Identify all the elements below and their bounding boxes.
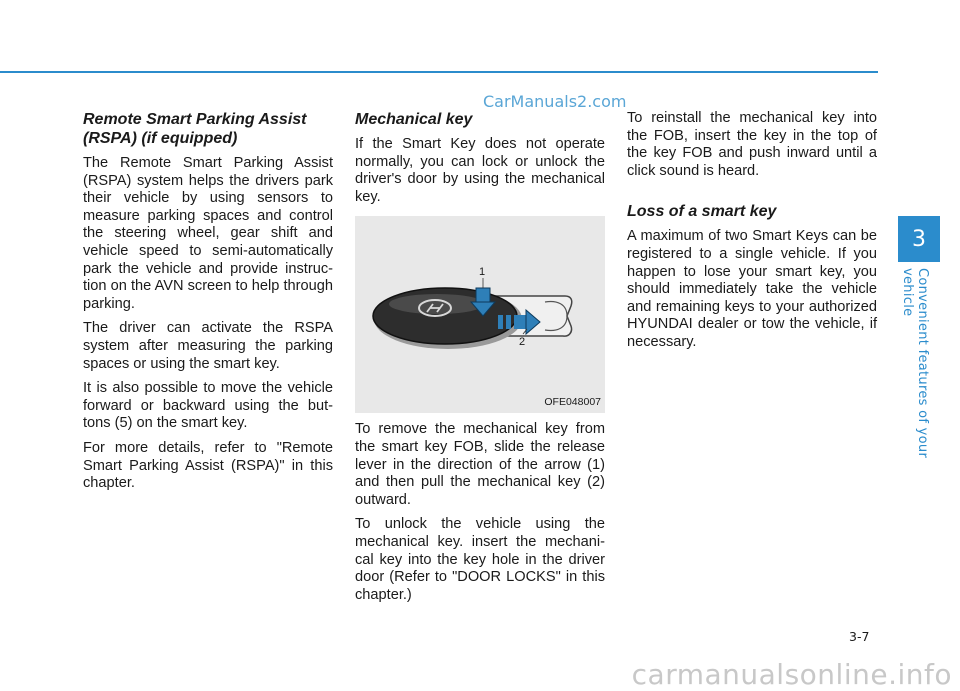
smart-key-illustration	[355, 216, 605, 413]
column-3	[627, 110, 877, 359]
mechanical-key-paragraph-3: To unlock the vehicle using the mechanical key. insert the mechani-cal key into the key hole in the driver door (Refer to "DOOR LOCKS" in this chapter.)	[355, 516, 605, 603]
mechanical-key-paragraph-2: To remove the mechanical key from the smart key FOB, slide the release lever in the direction of the arrow (1) and then pull the mechanical key (2) outward.	[355, 421, 605, 508]
release-arrow-shaft	[476, 288, 490, 302]
chapter-number: 3	[912, 226, 926, 252]
chapter-title: Convenient features of your vehicle	[900, 268, 930, 459]
pull-arrow-seg3	[514, 315, 526, 329]
rspa-paragraph-4: For more details, refer to "Remote Smart Parking Assist (RSPA)" in this chapter.	[83, 439, 333, 492]
rspa-paragraph-1: The Remote Smart Parking Assist (RSPA) system helps the drivers park their vehicle by using sensors to measure parking spaces and control the steering wheel, gear shift and vehicle speed to semi-automatically park the vehicle and provide instruc-tion on the AVN screen to help through parking.	[83, 155, 333, 312]
page-number: 3-7	[849, 629, 870, 644]
watermark-bottom[interactable]: carmanualsonline.info	[631, 658, 952, 691]
column-2	[355, 110, 605, 611]
header-rule	[0, 71, 878, 73]
loss-paragraph: A maximum of two Smart Keys can be registered to a single vehicle. If you happen to lose your smart key, you should immediately take the vehicle and remaining keys to your authorized HYUNDAI dealer or tow the vehicle, if necessary.	[627, 228, 877, 350]
rspa-paragraph-2: The driver can activate the RSPA system after measuring the parking spaces or using the smart key.	[83, 320, 333, 372]
rspa-heading	[83, 110, 333, 148]
rspa-paragraph-3: It is also possible to move the vehicle forward or backward using the but-tons (5) on the smart key.	[83, 380, 333, 432]
smart-key-figure	[355, 216, 605, 413]
pull-arrow-seg2	[506, 315, 511, 329]
figure-label-2: 2	[519, 336, 526, 349]
figure-label-1: 1	[479, 266, 486, 279]
column-1	[83, 110, 333, 500]
reinstall-paragraph: To reinstall the mechanical key into the FOB, insert the key in the top of the key FOB and push inward until a click sound is heard.	[627, 110, 877, 179]
mechanical-key-heading: Mechanical key	[355, 111, 473, 128]
figure-code: OFE048007	[544, 395, 601, 408]
rspa-heading-line2: (RSPA) (if equipped)	[83, 130, 238, 147]
pull-arrow-seg1	[498, 315, 503, 329]
rspa-heading-line1: Remote Smart Parking Assist	[83, 111, 307, 128]
watermark-top[interactable]: CarManuals2.com	[483, 92, 627, 111]
mechanical-key-paragraph-1: If the Smart Key does not operate normally, you can lock or unlock the driver's door by using the mechanical key.	[355, 136, 605, 205]
loss-heading: Loss of a smart key	[627, 203, 777, 221]
chapter-tab	[898, 216, 940, 262]
